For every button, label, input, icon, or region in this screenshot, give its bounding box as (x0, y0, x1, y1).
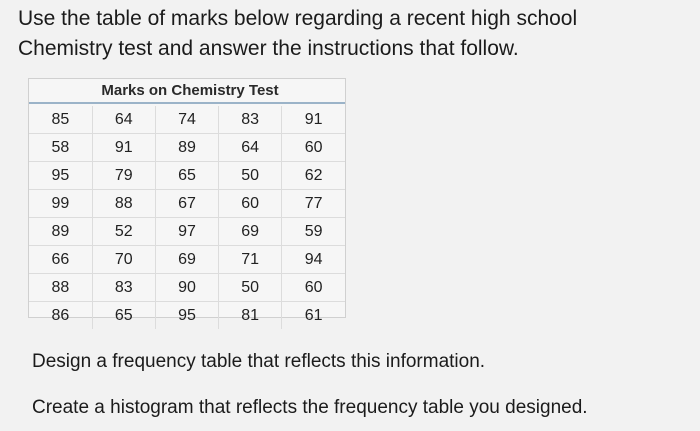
marks-table-container (28, 78, 346, 324)
table-row (29, 190, 345, 218)
table-cell: 70 (92, 246, 155, 274)
marks-table (29, 106, 345, 329)
table-cell: 66 (29, 246, 92, 274)
table-cell: 67 (155, 190, 218, 218)
instruction-1: Design a frequency table that reflects this information. (32, 351, 486, 372)
table-cell: 52 (92, 218, 155, 246)
table-row (29, 302, 345, 330)
table-row (29, 274, 345, 302)
table-cell: 83 (219, 106, 282, 134)
table-cell: 91 (92, 134, 155, 162)
table-cell: 71 (219, 246, 282, 274)
table-cell: 88 (92, 190, 155, 218)
table-cell: 91 (282, 106, 345, 134)
table-row (29, 246, 345, 274)
table-cell: 95 (29, 162, 92, 190)
table-cell: 60 (282, 134, 345, 162)
table-cell: 99 (29, 190, 92, 218)
table-cell: 60 (282, 274, 345, 302)
instructions (32, 339, 588, 431)
table-title: Marks on Chemistry Test (101, 82, 279, 99)
table-cell: 62 (282, 162, 345, 190)
table-cell: 86 (51, 306, 70, 324)
table-cell: 97 (155, 218, 218, 246)
intro-line-1: Use the table of marks below regarding a recent high school (18, 7, 578, 30)
table-row (29, 106, 345, 134)
table-cell: 85 (29, 106, 92, 134)
table-cell: 69 (219, 218, 282, 246)
table-row (29, 134, 345, 162)
table-cell: 79 (92, 162, 155, 190)
table-cell: 64 (219, 134, 282, 162)
table-cell: 88 (29, 274, 92, 302)
table-cell: 90 (155, 274, 218, 302)
table-cell: 74 (155, 106, 218, 134)
marks-table-body (29, 106, 345, 329)
table-cell: 64 (92, 106, 155, 134)
table-cell: 77 (282, 190, 345, 218)
intro-line-2: Chemistry test and answer the instructions that follow. (18, 37, 519, 60)
table-cell: 95 (155, 302, 218, 330)
table-row (29, 162, 345, 190)
table-cell: 94 (282, 246, 345, 274)
table-row (29, 218, 345, 246)
table-cell: 89 (155, 134, 218, 162)
title-divider (29, 102, 345, 104)
table-cell: 60 (219, 190, 282, 218)
table-cell: 59 (282, 218, 345, 246)
intro-text (18, 4, 678, 64)
table-cell: 58 (29, 134, 92, 162)
instruction-2: Create a histogram that reflects the frequency table you designed. (32, 397, 588, 418)
table-cell: 83 (92, 274, 155, 302)
table-cell: 81 (219, 302, 282, 330)
table-cell: 65 (155, 162, 218, 190)
table-cell: 65 (92, 302, 155, 330)
table-cell: 69 (155, 246, 218, 274)
table-cell: 61 (282, 302, 345, 330)
table-cell: 50 (219, 162, 282, 190)
table-cell: 50 (219, 274, 282, 302)
table-cell: 89 (29, 218, 92, 246)
